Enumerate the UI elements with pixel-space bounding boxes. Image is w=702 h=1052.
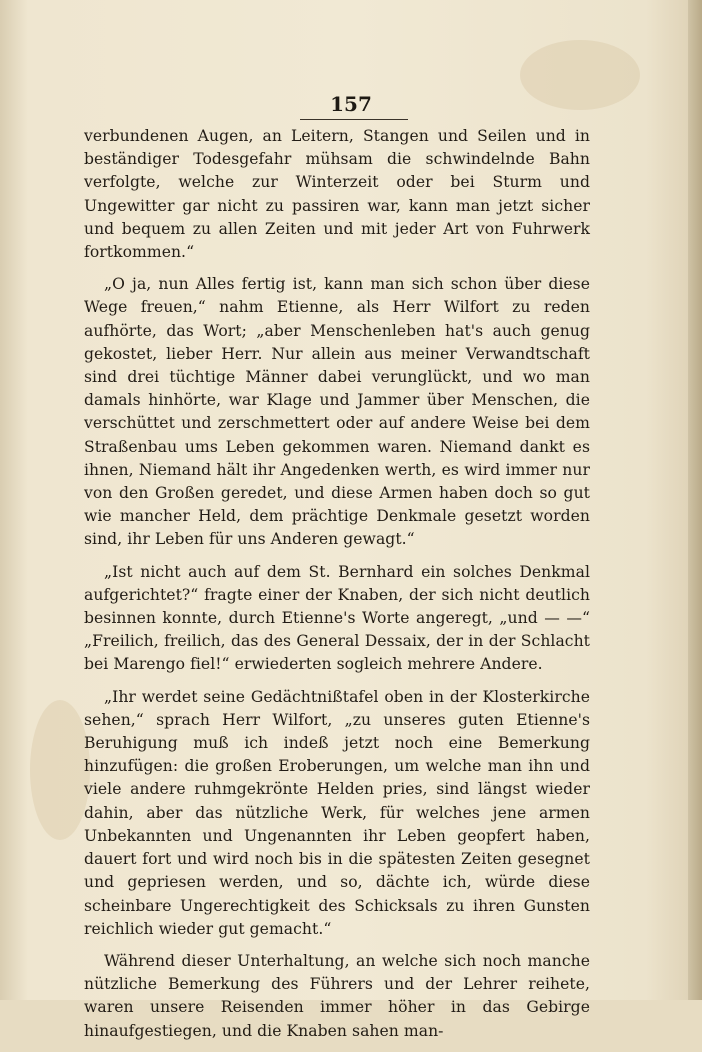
paragraph: verbundenen Augen, an Leitern, Stangen und Seilen und in beständiger Todesgefahr mühsam die schwindelnde Bahn verfolgte, welche zur Winterzeit oder bei Sturm und Ungewitter gar nicht zu passiren war, kann man jetzt sicher und bequem zu allen Zeiten und mit jeder Art von Fuhrwerk fortkommen.“ [84,127,590,262]
paper-stain [30,700,90,840]
paragraph: „O ja, nun Alles fertig ist, kann man sich schon über diese Wege freuen,“ nahm Etienne, als Herr Wilfort zu reden aufhörte, das Wort; „aber Menschenleben hat's auch genug gekostet, lieber Herr. Nur allein aus meiner Verwandtschaft sind drei tüchtige Männer dabei verunglückt, und wo man damals hinhörte, war Klage und Jammer über Menschen, die verschüttet und zerschmettert oder auf andere Weise bei dem Straßenbau ums Leben gekommen waren. Niemand dankt es ihnen, Niemand hält ihr Angedenken werth, es wird immer nur von den Großen geredet, und diese Armen haben doch so gut wie mancher Held, dem prächtige Denkmale gesetzt worden sind, ihr Leben für uns Anderen gewagt.“ [84,275,590,549]
header-rule [300,119,408,120]
paragraph: Während dieser Unterhaltung, an welche sich noch manche nützliche Bemerkung des Führers und der Lehrer reihete, waren unsere Reisenden immer höher in das Gebirge hinaufgestiegen, und die Knaben sahen man- [84,951,590,1040]
paragraph: „Ihr werdet seine Gedächtnißtafel oben in der Klosterkirche sehen,“ sprach Herr Wilfort, „zu unseres guten Etienne's Beruhigung muß ich indeß jetzt noch eine Bemerkung hinzufügen: die großen Eroberungen, um welche man ihn und viele andere ruhmgekrönte Helden pries, sind längst wieder dahin, aber das nützliche Werk, für welches jene armen Unbekannten und Ungenannten ihr Leben geopfert haben, dauert fort und wird noch bis in die spätesten Zeiten gesegnet und gepriesen werden, und so, dächte ich, würde diese scheinbare Ungerechtigkeit des Schicksals zu ihren Gunsten reichlich wieder gut gemacht.“ [84,687,590,938]
page-number: 157 [330,92,372,116]
body-text [84,125,590,1052]
paragraph: „Ist nicht auch auf dem St. Bernhard ein solches Denkmal aufgerichtet?“ fragte einer der Knaben, der sich nicht deutlich besinnen konnte, durch Etienne's Worte angeregt, „und — —“ „Freilich, freilich, das des General Dessaix, der in der Schlacht bei Marengo fiel!“ erwiederten sogleich mehrere Andere. [84,562,590,674]
page-edge [688,0,702,1000]
